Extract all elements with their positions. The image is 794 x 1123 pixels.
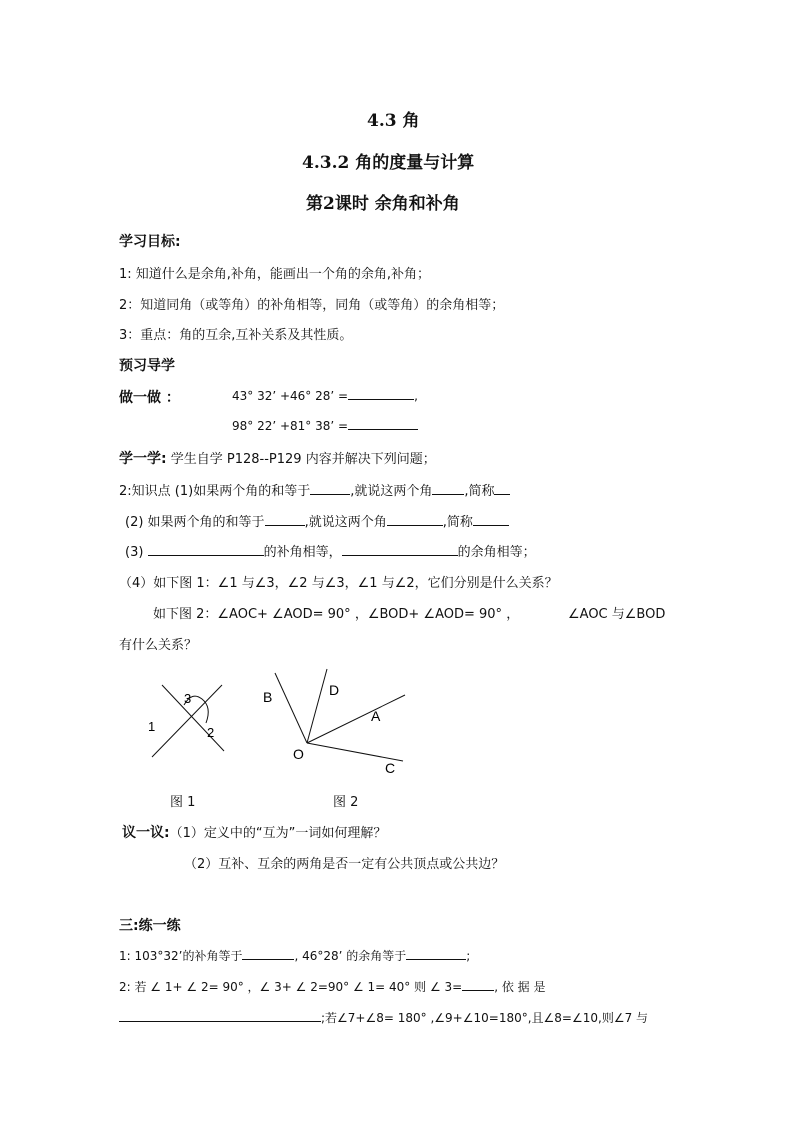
p3a: ;若∠7+∠8= 180° ,∠9+∠10=180°,且∠8=∠10,则∠7 与 <box>321 1011 649 1025</box>
answer-blank[interactable] <box>406 947 466 960</box>
section-title: 4.3.2 角的度量与计算 <box>302 153 475 173</box>
learn-line <box>119 448 436 468</box>
learn-label: 学一学: <box>119 451 167 467</box>
goal-line-3: 3：重点：角的互余,互补关系及其性质。 <box>119 328 353 343</box>
k2b: ,就说这两个角 <box>304 515 387 530</box>
figure-1-caption: 图 1 <box>170 795 196 810</box>
goal-line-2: 2：知道同角（或等角）的补角相等，同角（或等角）的余角相等； <box>119 298 505 313</box>
figure-2 <box>255 665 415 780</box>
discuss-line-1 <box>122 822 386 842</box>
fig1-label-3: 3 <box>184 691 192 706</box>
goals-heading: 学习目标: <box>119 234 181 250</box>
discuss-q1: （1）定义中的“互为”一词如何理解？ <box>169 826 387 841</box>
fig2-label-A: A <box>371 708 381 724</box>
knowledge-line-4: （4）如下图 1：∠1 与∠3，∠2 与∠3，∠1 与∠2，它们分别是什么关系？ <box>119 576 558 591</box>
discuss-line-2: （2）互补、互余的两角是否一定有公共顶点或公共边？ <box>184 857 505 872</box>
k3a: (3) <box>125 545 144 560</box>
knowledge-line-6: 有什么关系？ <box>119 638 198 653</box>
k5a: 如下图 2：∠AOC+ ∠AOD= 90° ，∠BOD+ ∠AOD= 90° ， <box>153 607 520 622</box>
fig2-ray-OB <box>275 673 307 743</box>
doit-expression-1-end: , <box>414 389 418 403</box>
answer-blank[interactable] <box>310 482 350 495</box>
doit-expression-1-text: 43° 32’ +46° 28’ = <box>232 389 349 403</box>
answer-blank[interactable] <box>148 543 264 556</box>
practice-line-1 <box>119 947 470 964</box>
p2b: , 依 据 是 <box>494 980 546 994</box>
practice-line-3 <box>119 1009 648 1026</box>
p1a: 1: 103°32’的补角等于 <box>119 949 243 963</box>
fig2-label-D: D <box>329 682 340 698</box>
preview-heading: 预习导学 <box>119 358 175 374</box>
doit-label: 做一做 ： <box>119 390 180 406</box>
fig1-label-2: 2 <box>207 725 215 740</box>
fig2-ray-OD <box>307 669 327 743</box>
p1b: , 46°28’ 的余角等于 <box>294 949 407 963</box>
answer-blank[interactable] <box>119 1009 321 1022</box>
practice-line-2 <box>119 978 545 995</box>
fig2-label-O: O <box>293 746 304 762</box>
fig2-label-C: C <box>385 760 396 776</box>
doit-expression-2 <box>232 417 418 433</box>
answer-blank[interactable] <box>242 947 294 960</box>
answer-blank[interactable] <box>473 513 509 526</box>
practice-heading: 三:练一练 <box>119 918 181 934</box>
fig2-ray-OC <box>307 743 403 761</box>
main-title: 4.3 角 <box>367 111 420 131</box>
answer-blank[interactable] <box>348 417 418 430</box>
answer-blank[interactable] <box>348 387 414 400</box>
fig2-label-B: B <box>263 689 273 705</box>
answer-blank[interactable] <box>462 978 494 991</box>
k1a: 2:知识点 (1)如果两个角的和等于 <box>119 484 311 499</box>
doit-expression-1 <box>232 387 418 403</box>
figure-2-caption: 图 2 <box>333 795 359 810</box>
knowledge-line-5 <box>153 603 519 622</box>
answer-blank[interactable] <box>432 482 464 495</box>
answer-blank[interactable] <box>265 513 305 526</box>
knowledge-line-1 <box>119 480 510 499</box>
k3c: 的余角相等； <box>457 545 536 560</box>
discuss-label: 议一议: <box>122 825 170 841</box>
fig1-label-1: 1 <box>148 719 156 734</box>
knowledge-line-2 <box>125 511 509 530</box>
fig2-ray-OA <box>307 695 405 743</box>
learn-text: 学生自学 P128--P129 内容并解决下列问题； <box>170 452 436 467</box>
k1c: ,简称 <box>464 484 495 499</box>
p2a: 2: 若 ∠ 1+ ∠ 2= 90° ，∠ 3+ ∠ 2=90° ∠ 1= 40° 则 ∠ 3= <box>119 980 463 994</box>
doit-expression-2-text: 98° 22’ +81° 38’ = <box>232 419 349 433</box>
k1b: ,就说这两个角 <box>350 484 433 499</box>
lesson-title: 第2课时 余角和补角 <box>306 194 460 214</box>
answer-blank[interactable] <box>494 482 510 495</box>
k2c: ,简称 <box>442 515 473 530</box>
k3b: 的补角相等， <box>263 545 342 560</box>
knowledge-line-3 <box>125 541 536 560</box>
k2a: (2) 如果两个角的和等于 <box>125 515 265 530</box>
fig1-line-a <box>162 685 224 751</box>
answer-blank[interactable] <box>387 513 443 526</box>
knowledge-line-5b: ∠AOC 与∠BOD <box>568 607 666 622</box>
figure-1 <box>140 675 240 765</box>
goal-line-1: 1: 知道什么是余角,补角，能画出一个角的余角,补角； <box>119 267 431 282</box>
answer-blank[interactable] <box>342 543 458 556</box>
p1c: ; <box>466 949 471 963</box>
